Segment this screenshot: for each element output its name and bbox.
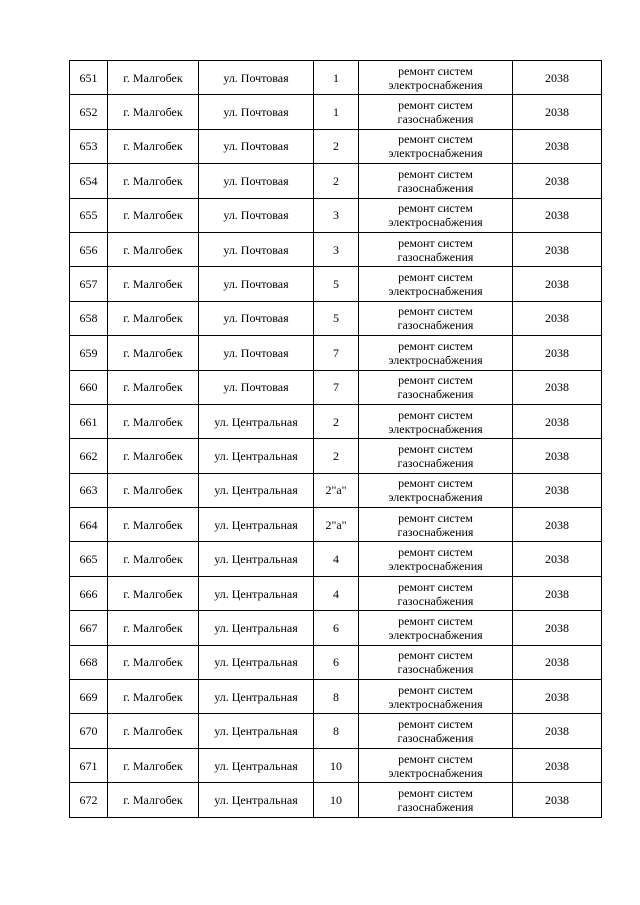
work-type-line: газоснабжения xyxy=(397,387,474,402)
city-cell: г. Малгобек xyxy=(108,576,199,610)
work-type-line: электроснабжения xyxy=(388,284,483,299)
work-type-line: газоснабжения xyxy=(397,799,474,814)
house-number-cell: 2"а" xyxy=(314,508,359,542)
street-cell: ул. Центральная xyxy=(199,404,314,438)
year-cell: 2038 xyxy=(513,714,602,748)
street-cell: ул. Центральная xyxy=(199,576,314,610)
row-number-cell: 668 xyxy=(70,645,108,679)
city-cell: г. Малгобек xyxy=(108,542,199,576)
row-number-cell: 661 xyxy=(70,404,108,438)
house-number-cell: 2 xyxy=(314,404,359,438)
row-number-cell: 663 xyxy=(70,473,108,507)
table-row xyxy=(70,61,602,95)
city-cell: г. Малгобек xyxy=(108,714,199,748)
work-type-line: газоснабжения xyxy=(397,318,474,333)
row-number-cell: 670 xyxy=(70,714,108,748)
city-cell: г. Малгобек xyxy=(108,61,199,95)
city-cell: г. Малгобек xyxy=(108,232,199,266)
house-number-cell: 7 xyxy=(314,336,359,370)
street-cell: ул. Почтовая xyxy=(199,301,314,335)
street-cell: ул. Центральная xyxy=(199,680,314,714)
row-number-cell: 662 xyxy=(70,439,108,473)
work-type-line: электроснабжения xyxy=(388,77,483,92)
street-cell: ул. Почтовая xyxy=(199,198,314,232)
table-row xyxy=(70,198,602,232)
house-number-cell: 1 xyxy=(314,95,359,129)
street-cell: ул. Почтовая xyxy=(199,370,314,404)
house-number-cell: 5 xyxy=(314,301,359,335)
table-row xyxy=(70,301,602,335)
work-type-cell xyxy=(359,267,513,301)
table-row xyxy=(70,714,602,748)
row-number-cell: 653 xyxy=(70,129,108,163)
city-cell: г. Малгобек xyxy=(108,301,199,335)
house-number-cell: 7 xyxy=(314,370,359,404)
work-type-line: ремонт систем xyxy=(398,648,473,663)
city-cell: г. Малгобек xyxy=(108,645,199,679)
street-cell: ул. Почтовая xyxy=(199,129,314,163)
work-type-line: электроснабжения xyxy=(388,627,483,642)
work-type-line: ремонт систем xyxy=(398,785,473,800)
work-type-line: газоснабжения xyxy=(397,249,474,264)
work-type-cell xyxy=(359,404,513,438)
street-cell: ул. Центральная xyxy=(199,473,314,507)
street-cell: ул. Центральная xyxy=(199,714,314,748)
city-cell: г. Малгобек xyxy=(108,404,199,438)
table-row xyxy=(70,336,602,370)
city-cell: г. Малгобек xyxy=(108,680,199,714)
table-row xyxy=(70,129,602,163)
work-type-line: газоснабжения xyxy=(397,662,474,677)
row-number-cell: 654 xyxy=(70,164,108,198)
work-type-line: газоснабжения xyxy=(397,731,474,746)
table-row xyxy=(70,542,602,576)
work-type-line: ремонт систем xyxy=(398,166,473,181)
work-type-cell xyxy=(359,370,513,404)
work-type-line: ремонт систем xyxy=(398,132,473,147)
table-row xyxy=(70,680,602,714)
work-type-line: ремонт систем xyxy=(398,545,473,560)
work-type-cell xyxy=(359,645,513,679)
work-type-cell xyxy=(359,336,513,370)
city-cell: г. Малгобек xyxy=(108,267,199,301)
street-cell: ул. Центральная xyxy=(199,542,314,576)
year-cell: 2038 xyxy=(513,232,602,266)
year-cell: 2038 xyxy=(513,611,602,645)
table-row xyxy=(70,611,602,645)
street-cell: ул. Центральная xyxy=(199,748,314,782)
house-number-cell: 4 xyxy=(314,576,359,610)
city-cell: г. Малгобек xyxy=(108,129,199,163)
work-type-line: электроснабжения xyxy=(388,696,483,711)
row-number-cell: 672 xyxy=(70,783,108,817)
city-cell: г. Малгобек xyxy=(108,439,199,473)
table-row xyxy=(70,576,602,610)
work-type-cell xyxy=(359,129,513,163)
work-type-line: электроснабжения xyxy=(388,765,483,780)
work-type-line: ремонт систем xyxy=(398,235,473,250)
row-number-cell: 655 xyxy=(70,198,108,232)
row-number-cell: 666 xyxy=(70,576,108,610)
work-type-cell xyxy=(359,164,513,198)
work-type-line: ремонт систем xyxy=(398,407,473,422)
work-type-line: ремонт систем xyxy=(398,98,473,113)
row-number-cell: 659 xyxy=(70,336,108,370)
year-cell: 2038 xyxy=(513,198,602,232)
house-number-cell: 5 xyxy=(314,267,359,301)
year-cell: 2038 xyxy=(513,404,602,438)
row-number-cell: 671 xyxy=(70,748,108,782)
house-number-cell: 6 xyxy=(314,645,359,679)
work-type-line: ремонт систем xyxy=(398,682,473,697)
row-number-cell: 669 xyxy=(70,680,108,714)
repair-schedule-table xyxy=(69,60,602,818)
street-cell: ул. Почтовая xyxy=(199,164,314,198)
street-cell: ул. Центральная xyxy=(199,645,314,679)
work-type-cell xyxy=(359,232,513,266)
work-type-cell xyxy=(359,783,513,817)
work-type-line: ремонт систем xyxy=(398,510,473,525)
row-number-cell: 664 xyxy=(70,508,108,542)
street-cell: ул. Почтовая xyxy=(199,267,314,301)
work-type-cell xyxy=(359,611,513,645)
work-type-line: ремонт систем xyxy=(398,751,473,766)
house-number-cell: 1 xyxy=(314,61,359,95)
table-row xyxy=(70,508,602,542)
work-type-cell xyxy=(359,198,513,232)
city-cell: г. Малгобек xyxy=(108,370,199,404)
house-number-cell: 8 xyxy=(314,714,359,748)
year-cell: 2038 xyxy=(513,645,602,679)
house-number-cell: 2 xyxy=(314,439,359,473)
house-number-cell: 2 xyxy=(314,129,359,163)
year-cell: 2038 xyxy=(513,473,602,507)
work-type-cell xyxy=(359,508,513,542)
street-cell: ул. Центральная xyxy=(199,508,314,542)
year-cell: 2038 xyxy=(513,61,602,95)
table-row xyxy=(70,439,602,473)
street-cell: ул. Центральная xyxy=(199,611,314,645)
work-type-line: электроснабжения xyxy=(388,421,483,436)
work-type-line: газоснабжения xyxy=(397,112,474,127)
work-type-cell xyxy=(359,301,513,335)
row-number-cell: 667 xyxy=(70,611,108,645)
year-cell: 2038 xyxy=(513,370,602,404)
street-cell: ул. Почтовая xyxy=(199,232,314,266)
row-number-cell: 652 xyxy=(70,95,108,129)
house-number-cell: 4 xyxy=(314,542,359,576)
work-type-line: газоснабжения xyxy=(397,180,474,195)
work-type-line: газоснабжения xyxy=(397,524,474,539)
street-cell: ул. Почтовая xyxy=(199,95,314,129)
work-type-line: ремонт систем xyxy=(398,201,473,216)
work-type-line: газоснабжения xyxy=(397,593,474,608)
row-number-cell: 651 xyxy=(70,61,108,95)
year-cell: 2038 xyxy=(513,164,602,198)
city-cell: г. Малгобек xyxy=(108,508,199,542)
row-number-cell: 665 xyxy=(70,542,108,576)
work-type-cell xyxy=(359,473,513,507)
work-type-line: электроснабжения xyxy=(388,490,483,505)
work-type-line: ремонт систем xyxy=(398,338,473,353)
year-cell: 2038 xyxy=(513,542,602,576)
work-type-line: ремонт систем xyxy=(398,373,473,388)
house-number-cell: 3 xyxy=(314,198,359,232)
work-type-cell xyxy=(359,576,513,610)
work-type-line: ремонт систем xyxy=(398,441,473,456)
street-cell: ул. Почтовая xyxy=(199,61,314,95)
table-row xyxy=(70,232,602,266)
table-body xyxy=(70,61,602,818)
work-type-line: ремонт систем xyxy=(398,476,473,491)
table-row xyxy=(70,645,602,679)
house-number-cell: 2 xyxy=(314,164,359,198)
year-cell: 2038 xyxy=(513,508,602,542)
work-type-cell xyxy=(359,748,513,782)
work-type-cell xyxy=(359,95,513,129)
table-row xyxy=(70,783,602,817)
table-row xyxy=(70,267,602,301)
year-cell: 2038 xyxy=(513,783,602,817)
work-type-line: ремонт систем xyxy=(398,579,473,594)
work-type-line: электроснабжения xyxy=(388,352,483,367)
work-type-cell xyxy=(359,542,513,576)
work-type-line: ремонт систем xyxy=(398,717,473,732)
year-cell: 2038 xyxy=(513,301,602,335)
city-cell: г. Малгобек xyxy=(108,198,199,232)
work-type-line: ремонт систем xyxy=(398,304,473,319)
work-type-cell xyxy=(359,61,513,95)
work-type-cell xyxy=(359,439,513,473)
house-number-cell: 6 xyxy=(314,611,359,645)
year-cell: 2038 xyxy=(513,129,602,163)
city-cell: г. Малгобек xyxy=(108,748,199,782)
work-type-line: ремонт систем xyxy=(398,63,473,78)
city-cell: г. Малгобек xyxy=(108,164,199,198)
city-cell: г. Малгобек xyxy=(108,611,199,645)
year-cell: 2038 xyxy=(513,336,602,370)
house-number-cell: 8 xyxy=(314,680,359,714)
table-row xyxy=(70,370,602,404)
city-cell: г. Малгобек xyxy=(108,336,199,370)
work-type-line: ремонт систем xyxy=(398,613,473,628)
year-cell: 2038 xyxy=(513,680,602,714)
year-cell: 2038 xyxy=(513,576,602,610)
house-number-cell: 3 xyxy=(314,232,359,266)
row-number-cell: 656 xyxy=(70,232,108,266)
work-type-cell xyxy=(359,714,513,748)
city-cell: г. Малгобек xyxy=(108,473,199,507)
work-type-cell xyxy=(359,680,513,714)
house-number-cell: 10 xyxy=(314,783,359,817)
table-row xyxy=(70,164,602,198)
city-cell: г. Малгобек xyxy=(108,783,199,817)
table-row xyxy=(70,95,602,129)
year-cell: 2038 xyxy=(513,748,602,782)
work-type-line: электроснабжения xyxy=(388,559,483,574)
work-type-line: электроснабжения xyxy=(388,146,483,161)
work-type-line: ремонт систем xyxy=(398,270,473,285)
table-row xyxy=(70,748,602,782)
street-cell: ул. Центральная xyxy=(199,439,314,473)
work-type-line: газоснабжения xyxy=(397,455,474,470)
work-type-line: электроснабжения xyxy=(388,215,483,230)
year-cell: 2038 xyxy=(513,95,602,129)
house-number-cell: 10 xyxy=(314,748,359,782)
row-number-cell: 660 xyxy=(70,370,108,404)
row-number-cell: 658 xyxy=(70,301,108,335)
year-cell: 2038 xyxy=(513,267,602,301)
street-cell: ул. Центральная xyxy=(199,783,314,817)
city-cell: г. Малгобек xyxy=(108,95,199,129)
row-number-cell: 657 xyxy=(70,267,108,301)
year-cell: 2038 xyxy=(513,439,602,473)
table-row xyxy=(70,404,602,438)
house-number-cell: 2"а" xyxy=(314,473,359,507)
street-cell: ул. Почтовая xyxy=(199,336,314,370)
table-row xyxy=(70,473,602,507)
